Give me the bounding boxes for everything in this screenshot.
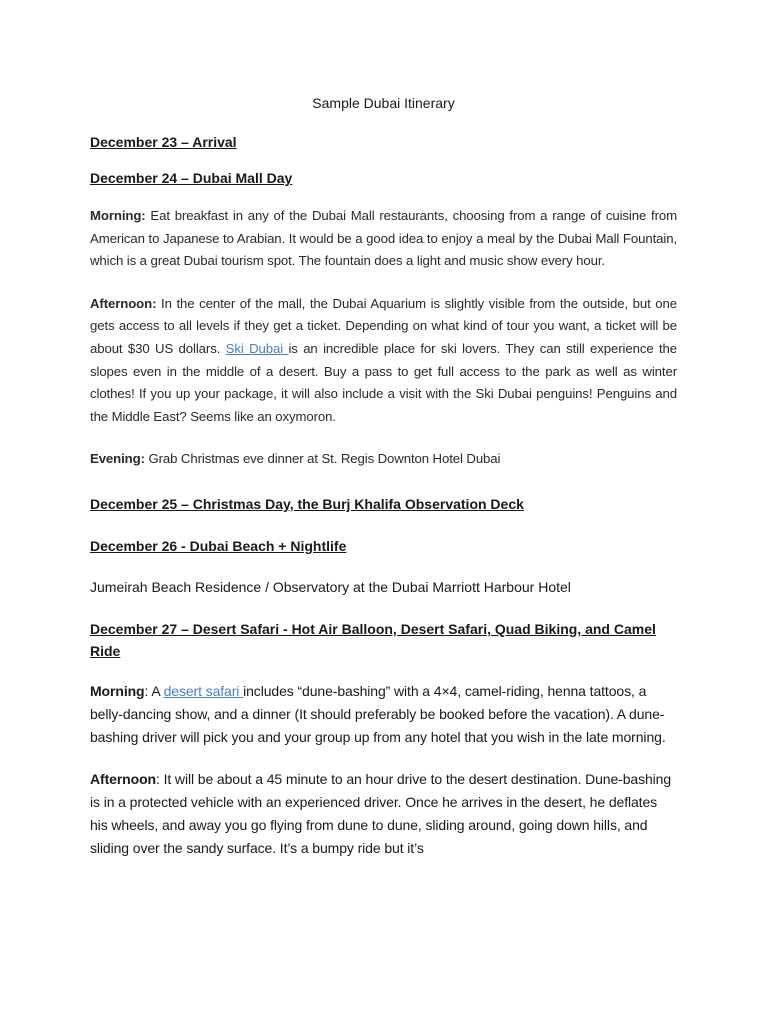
label-dec27-afternoon: Afternoon — [90, 771, 156, 788]
heading-dec27-part2: Hot Air Balloon, Desert Safari, Quad Biking, and Camel Ride — [90, 620, 656, 659]
link-ski-dubai[interactable]: Ski Dubai — [225, 340, 289, 356]
heading-dec26: December 26 - Dubai Beach + Nightlife — [90, 537, 347, 554]
heading-dec27 — [90, 618, 677, 662]
label-dec27-morning: Morning — [90, 682, 145, 699]
label-afternoon: Afternoon: — [90, 295, 157, 311]
link-desert-safari[interactable]: desert safari — [163, 682, 244, 699]
paragraph-dec24-morning — [90, 205, 677, 273]
text-evening: Grab Christmas eve dinner at St. Regis Downton Hotel Dubai — [144, 451, 501, 467]
heading-dec25: December 25 – Christmas Day, the Burj Khalifa Observation Deck — [90, 495, 524, 512]
text-dec27-afternoon: : It will be about a 45 minute to an hour drive to the desert destination. Dune-bashing is in a protected vehicle with an experienced driver. Once he arrives in the desert, he deflates his wheels, and away you go flying from dune to dune, sliding around, going down hills, and sliding over the sandy surface. It’s a bumpy ride but it’s — [90, 771, 672, 856]
paragraph-dec27-afternoon — [90, 768, 677, 859]
document-content — [90, 93, 677, 880]
text-morning: Eat breakfast in any of the Dubai Mall restaurants, choosing from a range of cuisine from American to Japanese to Arabian. It would be a good idea to enjoy a meal by the Dubai Mall Fountain, which is a great Dubai tourism spot. The fountain does a light and music show every hour. — [90, 208, 677, 269]
label-evening: Evening: — [90, 451, 145, 467]
text-afternoon-2: is an incredible place for ski lovers. They can still experience the slopes even in the middle of a desert. Buy a pass to get full access to the park as well as winter clothes! If you up your package, it will also include a visit with the Ski Dubai penguins! Penguins and the Middle East? Seems like an oxymoron. — [90, 340, 677, 424]
text-dec26: Jumeirah Beach Residence / Observatory at the Dubai Marriott Harbour Hotel — [90, 578, 571, 595]
document-title: Sample Dubai Itinerary — [312, 95, 455, 111]
label-morning: Morning: — [90, 208, 146, 223]
heading-dec24: December 24 – Dubai Mall Day — [90, 170, 293, 186]
paragraph-dec27-morning — [90, 680, 677, 748]
paragraph-dec24-afternoon — [90, 293, 677, 429]
text-dec27-morning: includes “dune-bashing” with a 4×4, camel-riding, henna tattoos, a belly-dancing show, and a dinner (It should preferably be booked before the vacation). A dune-bashing driver will pick you and your group up from any hotel that you wish in the late morning. — [90, 682, 666, 745]
heading-dec27-part1: December 27 – Desert Safari - — [90, 620, 292, 637]
paragraph-dec24-evening — [90, 448, 677, 471]
text-afternoon-1: In the center of the mall, the Dubai Aquarium is slightly visible from the outside, but one gets access to all levels if they get a ticket. Depending on what kind of tour you want, a ticket will be about $30 US dollars. — [90, 295, 677, 356]
heading-dec23: December 23 – Arrival — [90, 134, 237, 150]
text-dec27-morning-colon: : A — [144, 682, 164, 699]
